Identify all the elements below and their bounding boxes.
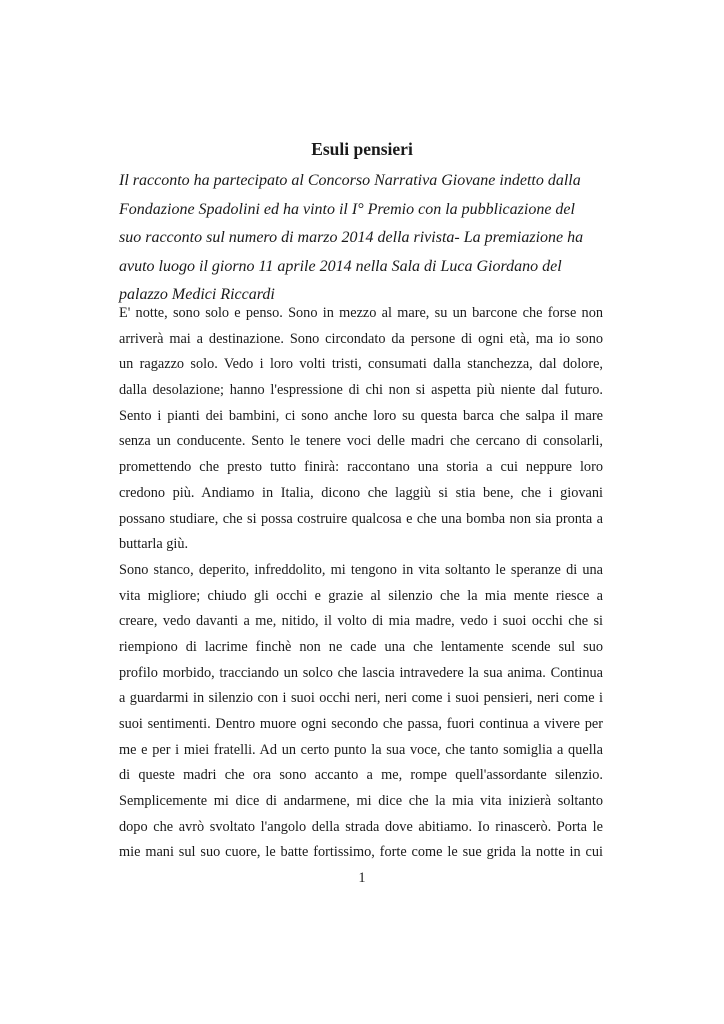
paragraph2-line: Sono stanco, deperito, infreddolito, mi tengono in vita soltanto le speranze di una — [119, 561, 603, 578]
paragraph1-line: dalla desolazione; hanno l'espressione di chi non si aspetta più niente dal futuro. — [119, 382, 603, 399]
paragraph2-line: a guardarmi in silenzio con i suoi occhi neri, neri come i suoi pensieri, neri come i — [119, 690, 603, 707]
paragraph2-line: riempiono di lacrime finchè non ne cade una che lentamente scende sul suo — [119, 638, 603, 655]
paragraph2-line: Semplicemente mi dice di andarmene, mi dice che la mia vita inizierà soltanto — [119, 793, 603, 810]
intro-note — [119, 167, 603, 310]
story-text — [119, 301, 603, 866]
paragraph2-line: profilo morbido, tracciando un solco che lascia intravedere la sua anima. Continua — [119, 664, 603, 681]
paragraph1-line: buttarla giù. — [119, 536, 189, 553]
paragraph2-line: suoi sentimenti. Dentro muore ogni secondo che passa, fuori continua a vivere per — [119, 716, 603, 732]
document-title: Esuli pensieri — [311, 139, 413, 159]
paragraph2-line: di queste madri che ora sono accanto a me, rompe quell'assordante silenzio. — [119, 767, 603, 784]
intro-line: Fondazione Spadolini ed ha vinto il I° Premio con la pubblicazione del — [119, 200, 575, 218]
intro-line: suo racconto sul numero di marzo 2014 della rivista- La premiazione ha — [119, 229, 584, 247]
intro-line: Il racconto ha partecipato al Concorso Narrativa Giovane indetto dalla — [119, 172, 581, 189]
paragraph1-line: un ragazzo solo. Vedo i loro volti tristi, consumati dalla stanchezza, dal dolore, — [119, 356, 603, 373]
paragraph1-line: arriverà mai a destinazione. Sono circondato da persone di ogni età, ma io sono — [119, 330, 603, 347]
paragraph1-line: promettendo che presto tutto finirà: raccontano una storia a cui neppure loro — [119, 459, 603, 476]
paragraph1-line: Sento i pianti dei bambini, ci sono anche loro su questa barca che salpa il mare — [119, 407, 603, 424]
paragraph2-line: vita migliore; chiudo gli occhi e grazie al silenzio che la mia mente riesce a — [119, 587, 603, 604]
paragraph1-line: credono più. Andiamo in Italia, dicono che laggiù si stia bene, che i giovani — [119, 484, 603, 501]
paragraph1-line: E' notte, sono solo e penso. Sono in mezzo al mare, su un barcone che forse non — [119, 305, 603, 321]
paragraph2-line: me e per i miei fratelli. Ad un certo punto la sua voce, che tanto somiglia a quella — [119, 741, 603, 758]
paragraph1-line: senza un conducente. Sento le tenere voci delle madri che cercano di consolarli, — [119, 433, 603, 450]
paragraph1-line: possano studiare, che si possa costruire qualcosa e che una bomba non sia pronta a — [119, 510, 603, 527]
intro-line: palazzo Medici Riccardi — [119, 286, 275, 304]
intro-line: avuto luogo il giorno 11 aprile 2014 nella Sala di Luca Giordano del — [119, 257, 562, 275]
paragraph2-line: creare, vedo davanti a me, nitido, il volto di mia madre, vedo i suoi occhi che si — [119, 613, 603, 630]
page-number: 1 — [358, 870, 366, 886]
paragraph2-line: dopo che avrò svoltato l'angolo della strada dove abitiamo. Io rinascerò. Porta le — [119, 818, 603, 835]
paragraph2-line: mie mani sul suo cuore, le batte fortissimo, forte come le sue grida la notte in cui — [119, 844, 603, 861]
